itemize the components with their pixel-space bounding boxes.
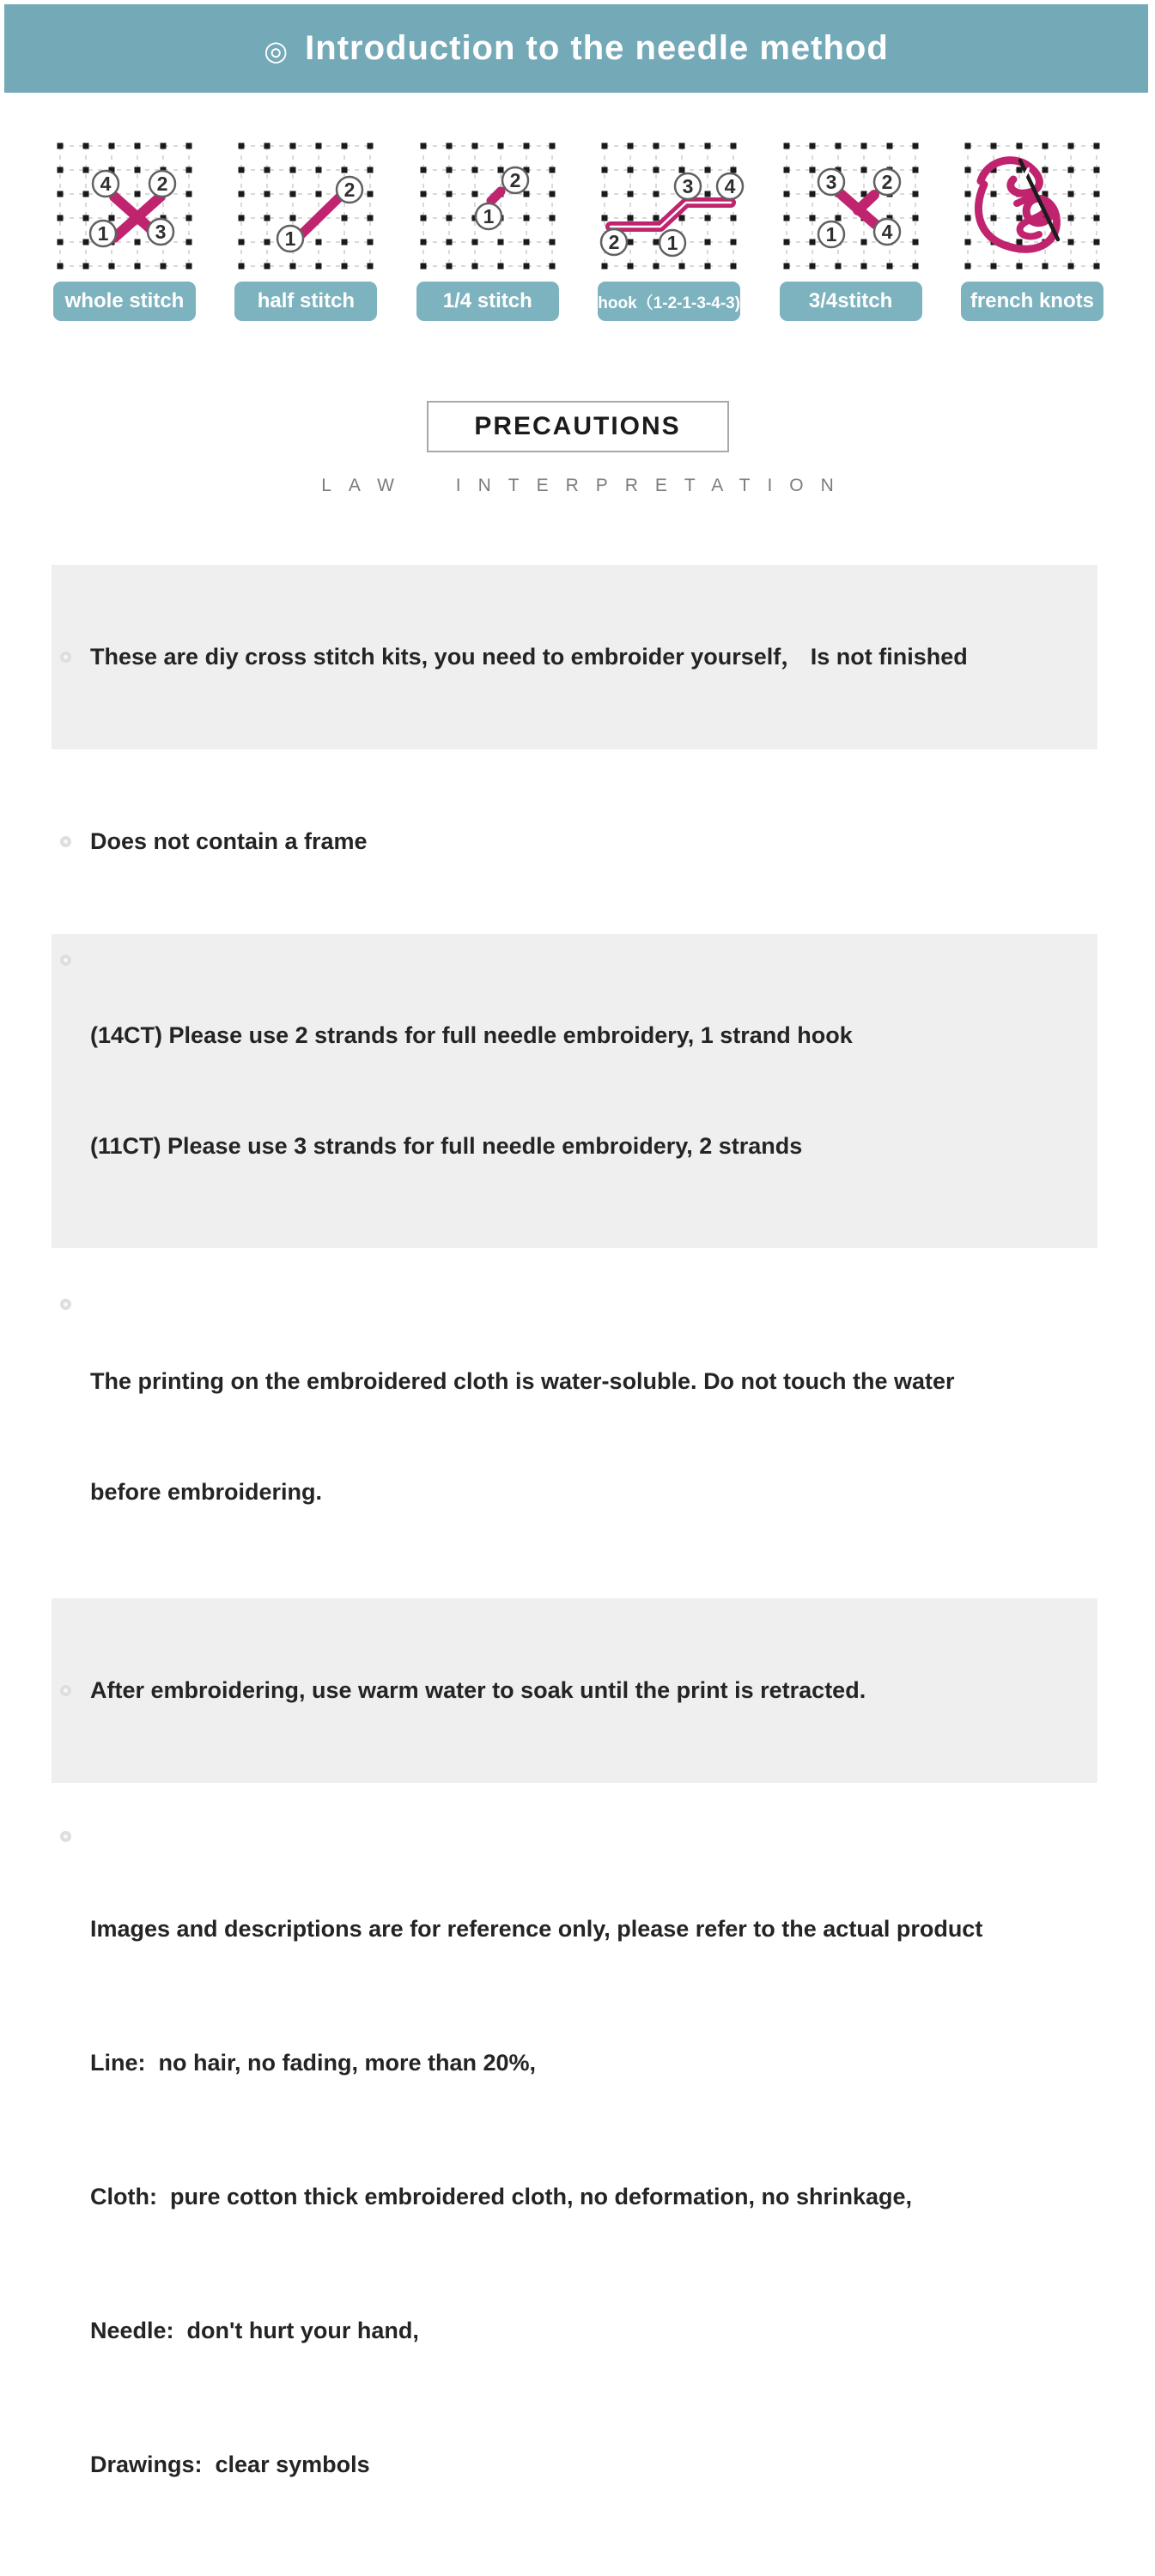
label-hook-stitch: hook（1-2-1-3-4-3) bbox=[598, 282, 740, 321]
precaution-text: Needle: don't hurt your hand, bbox=[90, 2318, 419, 2343]
svg-text:4: 4 bbox=[881, 221, 892, 243]
stitch-col-whole bbox=[53, 142, 196, 321]
svg-text:1: 1 bbox=[284, 227, 296, 250]
header-banner bbox=[4, 4, 1148, 93]
ring-bullet-icon bbox=[60, 1685, 71, 1696]
precaution-item-kit-unfinished bbox=[52, 565, 1097, 749]
precaution-text: (14CT) Please use 2 strands for full needle embroidery, 1 strand hook bbox=[90, 1022, 853, 1048]
svg-text:1: 1 bbox=[825, 223, 836, 245]
hook-stitch-diagram-icon bbox=[600, 142, 738, 270]
precaution-item-no-frame bbox=[52, 749, 1097, 934]
precaution-text: Drawings: clear symbols bbox=[90, 2452, 370, 2477]
svg-text:2: 2 bbox=[881, 171, 892, 193]
stitch-col-half bbox=[234, 142, 377, 321]
precaution-text: Cloth: pure cotton thick embroidered cloth, no deformation, no shrinkage, bbox=[90, 2184, 913, 2209]
stitch-col-hook bbox=[598, 142, 740, 321]
label-quarter-stitch: 1/4 stitch bbox=[416, 282, 559, 321]
svg-text:3: 3 bbox=[825, 171, 836, 193]
precaution-text: The printing on the embroidered cloth is water-soluble. Do not touch the water bbox=[90, 1368, 955, 1394]
label-whole-stitch: whole stitch bbox=[53, 282, 196, 321]
ring-bullet-icon bbox=[60, 1299, 71, 1310]
precautions-title-box bbox=[427, 401, 729, 452]
whole-stitch-diagram-icon bbox=[56, 142, 193, 270]
svg-text:2: 2 bbox=[156, 173, 168, 195]
french-knots-diagram-icon bbox=[964, 142, 1101, 270]
svg-text:3: 3 bbox=[155, 221, 167, 243]
stitch-col-french-knots bbox=[961, 142, 1103, 321]
precautions-subtitle: LAW INTERPRETATION bbox=[321, 476, 851, 495]
ring-bullet-icon bbox=[60, 652, 71, 663]
label-french-knots: french knots bbox=[961, 282, 1103, 321]
precaution-item-reference bbox=[52, 1783, 1097, 2576]
precaution-text: (11CT) Please use 3 strands for full needle embroidery, 2 strands bbox=[90, 1133, 803, 1159]
half-stitch-diagram-icon bbox=[237, 142, 374, 270]
svg-text:1: 1 bbox=[483, 205, 495, 227]
stitch-col-quarter bbox=[416, 142, 559, 321]
precaution-text: After embroidering, use warm water to soak until the print is retracted. bbox=[90, 1677, 866, 1703]
precaution-text: Line: no hair, no fading, more than 20%, bbox=[90, 2050, 537, 2076]
ring-bullet-icon bbox=[60, 955, 71, 966]
ring-bullet-icon bbox=[60, 1831, 71, 1842]
svg-text:4: 4 bbox=[724, 175, 736, 197]
svg-text:4: 4 bbox=[100, 173, 112, 195]
precaution-text: Images and descriptions are for reference only, please refer to the actual product bbox=[90, 1916, 983, 1942]
precaution-item-water-soluble bbox=[52, 1248, 1097, 1598]
svg-text:1: 1 bbox=[666, 232, 678, 254]
label-three-quarter-stitch: 3/4stitch bbox=[780, 282, 922, 321]
bullseye-icon: ◎ bbox=[264, 34, 289, 66]
precaution-item-strands bbox=[52, 934, 1097, 1248]
svg-text:3: 3 bbox=[682, 175, 694, 197]
precaution-text: These are diy cross stitch kits, you need to embroider yourself， Is not finished bbox=[90, 644, 968, 670]
three-quarter-stitch-diagram-icon bbox=[782, 142, 920, 270]
svg-text:2: 2 bbox=[509, 169, 521, 191]
svg-text:2: 2 bbox=[608, 231, 620, 253]
svg-text:1: 1 bbox=[97, 222, 109, 245]
precaution-text: Does not contain a frame bbox=[90, 828, 368, 854]
page-title: Introduction to the needle method bbox=[305, 29, 889, 67]
precaution-list bbox=[52, 565, 1097, 2576]
precaution-item-soak bbox=[52, 1598, 1097, 1783]
svg-text:2: 2 bbox=[343, 179, 356, 201]
ring-bullet-icon bbox=[60, 836, 71, 847]
precaution-text: before embroidering. bbox=[90, 1479, 323, 1505]
precautions-title: PRECAUTIONS bbox=[474, 412, 681, 440]
stitch-diagram-row bbox=[53, 142, 1103, 321]
stitch-col-three-quarter bbox=[780, 142, 922, 321]
quarter-stitch-diagram-icon bbox=[419, 142, 556, 270]
label-half-stitch: half stitch bbox=[234, 282, 377, 321]
